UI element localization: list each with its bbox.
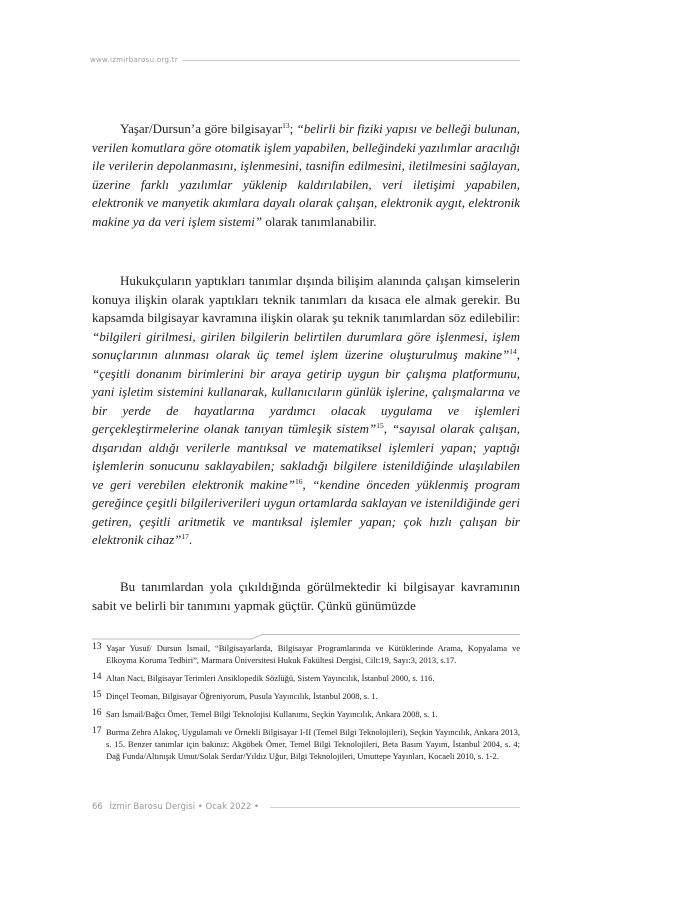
footnotes: [92, 642, 520, 768]
footnote-number: 15: [92, 690, 102, 700]
footnote-ref-16[interactable]: 16: [294, 476, 303, 486]
footnote-number: 17: [92, 726, 102, 736]
journal-name: İzmir Barosu Dergisi: [109, 802, 196, 812]
footnote-number: 14: [92, 672, 102, 682]
p1-text-a: Yaşar/Dursun’a göre bilgisayar: [120, 121, 283, 136]
footer-bullet: •: [254, 802, 260, 812]
footnote-15: [92, 690, 520, 702]
header-url: www.izmirbarosu.org.tr: [90, 56, 178, 64]
footnote-ref-15[interactable]: 15: [376, 421, 384, 430]
p1-text-b: ;: [289, 121, 297, 136]
footnote-text: Dinçel Teoman, Bilgisayar Öğreniyorum, Pusula Yayıncılık, İstanbul 2008, s. 1.: [106, 691, 378, 701]
p2-end: .: [188, 532, 193, 547]
p2-quote-1: “bilgileri girilmesi, girilen bilgilerin belirtilen durumlara göre işlenmesi, işlem sonuçlarının alınması olarak üç temel işlem üzerine oluşturulmuş makine”: [92, 328, 520, 362]
footer-rule: [270, 807, 520, 808]
footer-bullet: •: [197, 802, 203, 812]
paragraph-2: [92, 272, 520, 550]
footnote-17: [92, 726, 520, 762]
footnote-14: [92, 672, 520, 684]
footnote-text: Altan Naci, Bilgisayar Terimleri Ansiklopedik Sözlüğü, Sistem Yayıncılık, İstanbul 2000, s. 116.: [106, 673, 435, 683]
footnote-number: 16: [92, 708, 102, 718]
footnote-text: Sarı İsmail/Bağcı Ömer, Temel Bilgi Teknolojisi Kullanımı, Seçkin Yayıncılık, Ankara 2008, s. 1.: [106, 709, 438, 719]
p2-sep-1: ,: [516, 347, 520, 362]
footnote-ref-14[interactable]: 14: [509, 347, 517, 356]
p1-text-d: olarak tanımlanabilir.: [262, 213, 377, 229]
footnote-ref-17[interactable]: 17: [181, 532, 189, 541]
p2-quote-3: “sayısal olarak çalışan, dışarıdan aldığı verilerle mantıksal ve matematiksel işlemleri yapan; yaptığı işlemlerin sonucunu saklayabilen; sakladığı bilgilere istenildiğinde ulaşılabilen ve geri verebilen elektronik makine”: [92, 421, 520, 492]
page-footer: [92, 802, 259, 812]
p2-sep-3: ,: [302, 476, 313, 492]
footnote-16: [92, 708, 520, 720]
footnote-text: Burma Zehra Alakoç, Uygulamalı ve Örnekli Bilgisayar I-II (Temel Bilgi Teknolojileri), Seçkin Yayıncılık, Ankara 2013, s. 15. Benzer tanımlar için bakınız: Akgöbek Ömer, Temel Bilgi Teknolojileri, Beta Basım Yayım, İstanbul 2004, s. 4; Dağ Funda/Altınışık Umut/Solak Serdar/Yıldız Uğur, Bilgi Teknolojileri, Umuttepe Yayınları, Kocaeli 2010, s. 1-2.: [106, 727, 520, 761]
footnote-text: Yaşar Yusuf/ Dursun İsmail, “Bilgisayarlarda, Bilgisayar Programlarında ve Kütüklerinde Arama, Kopyalama ve Elkoyma Koruma Tedbiri”, Marmara Üniversitesi Hukuk Fakültesi Dergisi, Cilt:19, Sayı:3, 2013, s.17.: [106, 643, 520, 665]
p2-quote-4: “kendine önceden yüklenmiş program gereğince çeşitli bilgileriverileri uygun ortamlarda saklayan ve istenildiğinde geri getiren, çeşitli aritmetik ve mantıksal işlemler yapan; çok hızlı çalışan bir elektronik cihaz”: [92, 476, 521, 547]
footnote-ref-13[interactable]: 13: [282, 121, 290, 130]
paragraph-3: [92, 578, 520, 615]
p2-quote-2: “çeşitli donanım birimlerini bir araya getirip uygun bir çalışma platformunu, yani işletim sistemini kullanarak, kullanıcıların günlük işlerine, çalışmalarına ve bir yerde de hayatlarına yardımcı olacak uygulama ve işlemleri gerçekleştirmelerine olanak tanıyan tümleşik sistem”: [92, 365, 520, 436]
header-rule: [182, 60, 520, 61]
issue-date: Ocak 2022: [205, 802, 252, 812]
p3-text: Bu tanımlardan yola çıkıldığında görülmektedir ki bilgisayar kavramının sabit ve belirli bir tanımını yapmak güçtür. Çünkü günümüzde: [92, 579, 520, 613]
page-number: 66: [92, 802, 103, 812]
p2-sep-2: ,: [383, 421, 392, 436]
footnote-number: 13: [92, 642, 102, 652]
paragraph-1: [92, 120, 520, 231]
p1-quote: “belirli bir fiziki yapısı ve belleği bulunan, verilen komutlara göre otomatik işlem yapabilen, belleğindeki yazılımlar aracılığı ile verilerin depolanmasını, işlenmesini, tasnifin edilmesini, iletilmesini sağlayan, üzerine farklı yazılımlar yüklenip kaldırılabilen, veri iletişimi yapabilen, elektronik ve manyetik akımlara dayalı olarak çalışan, elektronik aygıt, elektronik makine ya da veri işlem sistemi”: [92, 121, 520, 229]
p2-text-a: Hukukçuların yaptıkları tanımlar dışında bilişim alanında çalışan kimselerin konuya ilişkin olarak yaptıkları teknik tanımları da kısaca ele almak gerekir. Bu kapsamda bilgisayar kavramına ilişkin olarak şu teknik tanımlardan söz edilebilir:: [92, 273, 520, 325]
footnote-13: [92, 642, 520, 666]
